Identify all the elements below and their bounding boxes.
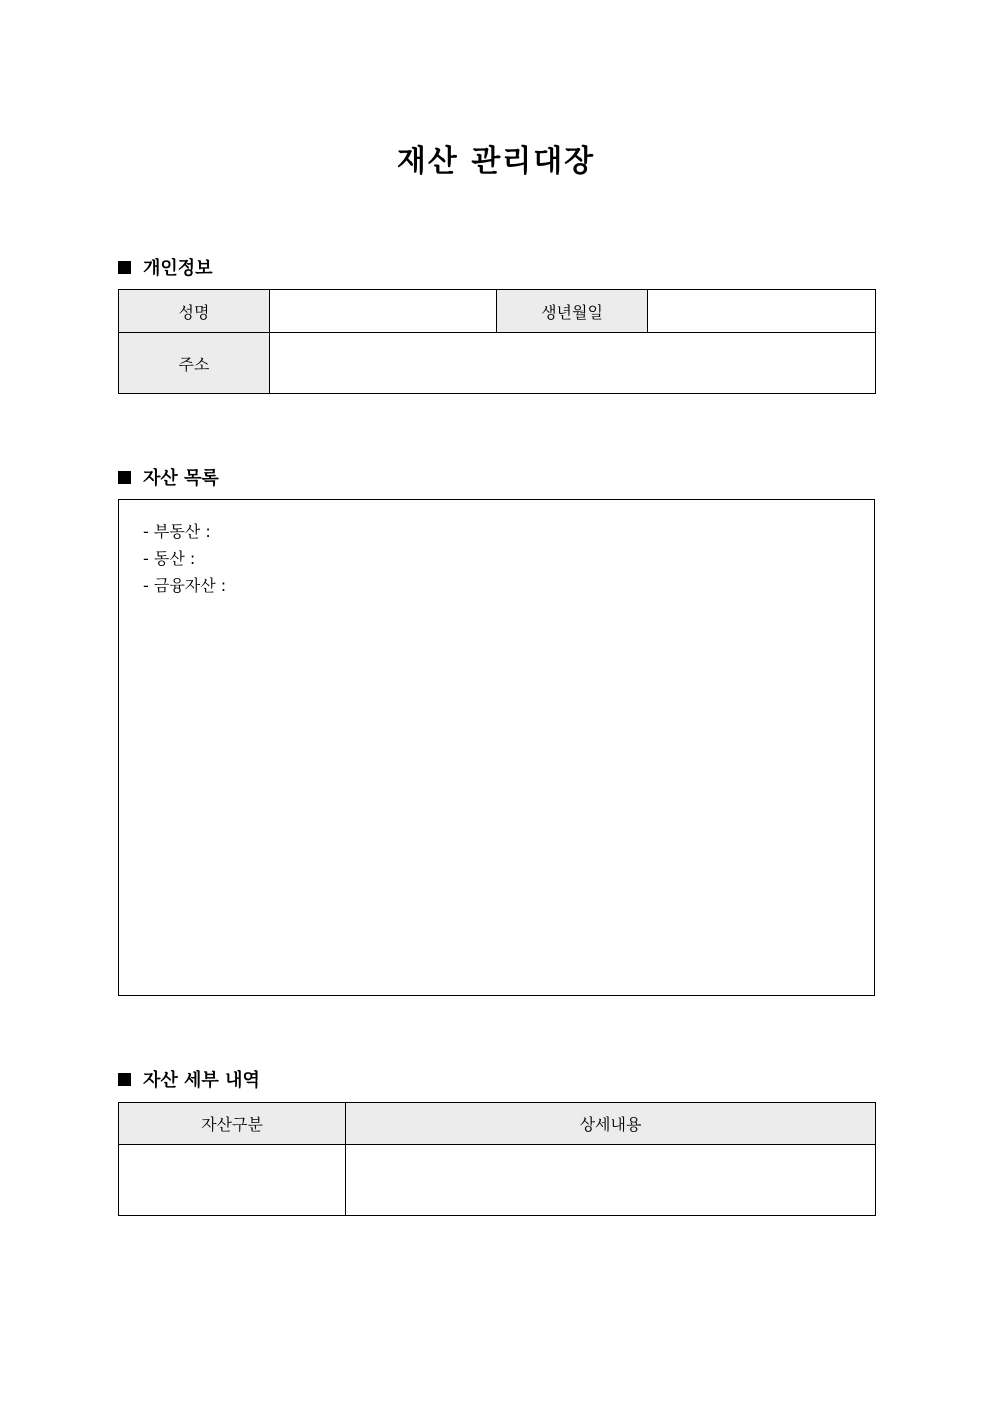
personal-info-heading-text: 개인정보 (143, 258, 213, 279)
black-square-icon (118, 261, 131, 274)
personal-info-row-2 (119, 333, 876, 394)
table-row (119, 1145, 876, 1216)
name-field[interactable] (270, 290, 497, 333)
asset-item-real-estate: - 부동산 : (143, 522, 211, 541)
column-header-asset-category: 자산구분 (119, 1103, 346, 1145)
asset-item-financial-assets: - 금융자산 : (143, 576, 227, 595)
personal-info-row-1 (119, 290, 876, 333)
asset-list-heading (118, 464, 219, 490)
asset-details-heading (118, 1066, 260, 1092)
column-header-details: 상세내용 (346, 1103, 876, 1145)
asset-details-header-row (119, 1103, 876, 1145)
address-field[interactable] (270, 333, 876, 394)
asset-details-table (118, 1102, 876, 1216)
black-square-icon (118, 471, 131, 484)
birth-date-field[interactable] (648, 290, 876, 333)
black-square-icon (118, 1073, 131, 1086)
birth-date-label: 생년월일 (497, 290, 648, 333)
asset-category-cell[interactable] (119, 1145, 346, 1216)
personal-info-heading (118, 254, 213, 280)
asset-details-heading-text: 자산 세부 내역 (143, 1070, 260, 1091)
address-label: 주소 (119, 333, 270, 394)
asset-item-movable-property: - 동산 : (143, 549, 196, 568)
document-title: 재산 관리대장 (396, 144, 596, 179)
details-cell[interactable] (346, 1145, 876, 1216)
asset-list (119, 500, 874, 599)
asset-list-box[interactable] (118, 499, 875, 996)
personal-info-table (118, 289, 876, 394)
name-label: 성명 (119, 290, 270, 333)
asset-list-heading-text: 자산 목록 (143, 468, 219, 489)
